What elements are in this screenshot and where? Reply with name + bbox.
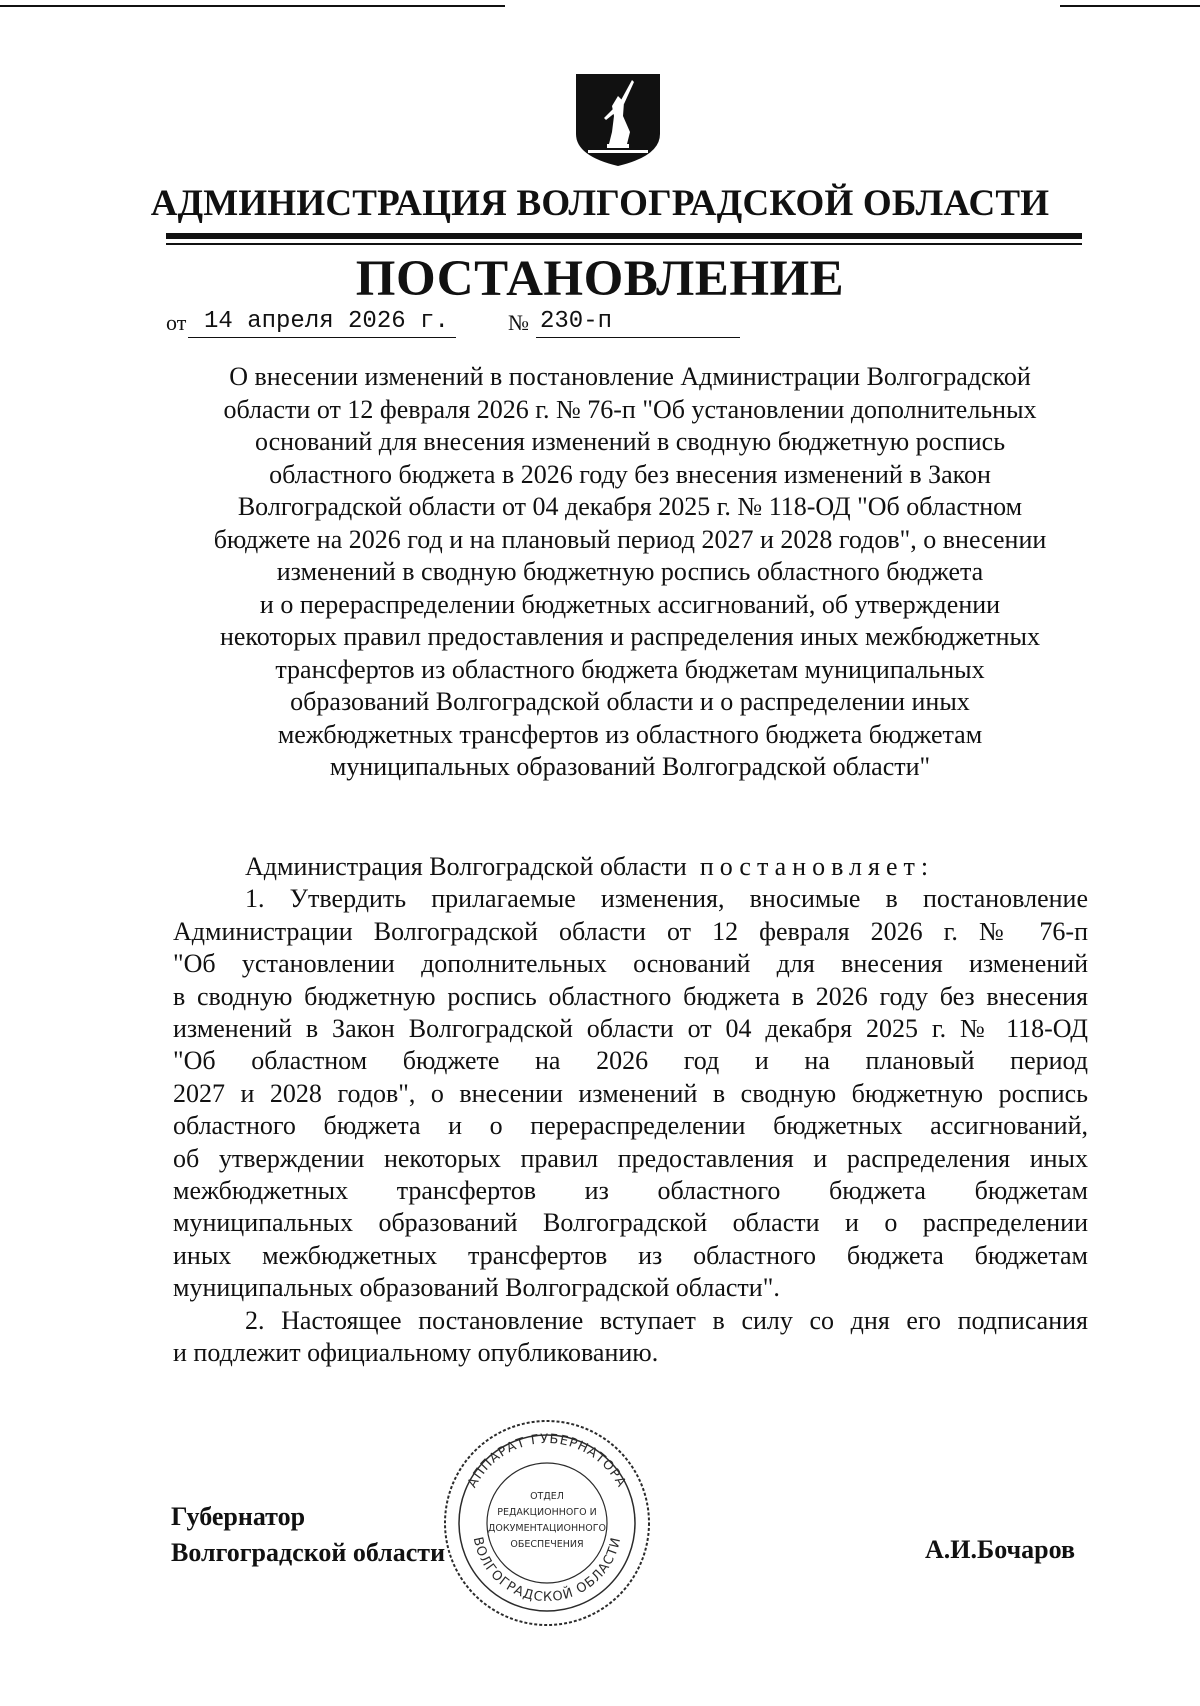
subject-line: образований Волгоградской области и о распределении иных	[290, 687, 970, 716]
volgograd-region-coat-of-arms-icon	[574, 72, 662, 168]
subject-line: областного бюджета в 2026 году без внесения изменений в Закон	[269, 459, 991, 489]
document-type-title: ПОСТАНОВЛЕНИЕ	[355, 251, 845, 307]
item1-line: иных межбюджетных трансфертов из областного бюджета бюджетам	[173, 1240, 1088, 1270]
svg-text:АППАРАТ ГУБЕРНАТОРА: АППАРАТ ГУБЕРНАТОРА	[465, 1431, 629, 1491]
preamble-org: Администрация Волгоградской области	[245, 852, 687, 881]
header-rule-thick	[166, 233, 1082, 239]
document-date: 14 апреля 2026 г.	[204, 308, 449, 335]
svg-text:ВОЛГОГРАДСКОЙ ОБЛАСТИ: ВОЛГОГРАДСКОЙ ОБЛАСТИ	[469, 1535, 625, 1606]
top-scan-edge	[0, 0, 1200, 8]
subject-line: области от 12 февраля 2026 г. № 76-п "Об установлении дополнительных	[223, 394, 1037, 424]
item1-line: 1. Утвердить прилагаемые изменения, вносимые в постановление	[245, 884, 1088, 914]
document-subject	[170, 361, 1090, 784]
item1-line: изменений в Закон Волгоградской области от 04 декабря 2025 г. № 118-ОД	[173, 1014, 1088, 1044]
item1-line: межбюджетных трансфертов из областного бюджета бюджетам	[173, 1176, 1088, 1206]
item1-line: Администрации Волгоградской области от 12 февраля 2026 г. № 76-п	[173, 916, 1088, 946]
item1-line: "Об установлении дополнительных оснований для внесения изменений	[173, 949, 1088, 979]
signatory-title	[171, 1499, 445, 1571]
item1-line: областного бюджета и о перераспределении бюджетных ассигнований,	[173, 1111, 1088, 1141]
item1-line: 2027 и 2028 годов", о внесении изменений в сводную бюджетную роспись	[173, 1078, 1088, 1108]
document-number: 230-п	[540, 308, 613, 335]
preamble-verb: постановляет:	[699, 852, 935, 881]
organization-name: АДМИНИСТРАЦИЯ ВОЛГОГРАДСКОЙ ОБЛАСТИ	[150, 183, 1050, 224]
subject-line: Волгоградской области от 04 декабря 2025 г. № 118-ОД "Об областном	[237, 492, 1023, 521]
header-rule-thin	[166, 243, 1082, 245]
subject-line: трансфертов из областного бюджета бюджетам муниципальных	[275, 654, 985, 684]
svg-text:РЕДАКЦИОННОГО И: РЕДАКЦИОННОГО И	[497, 1507, 597, 1518]
signatory-name: А.И.Бочаров	[925, 1535, 1076, 1564]
subject-line: бюджете на 2026 год и на плановый период 2027 и 2028 годов", о внесении	[213, 524, 1047, 554]
official-seal-stamp	[437, 1415, 657, 1630]
item1-line: в сводную бюджетную роспись областного бюджета в 2026 году без внесения	[173, 981, 1088, 1011]
date-prefix: от	[166, 310, 187, 335]
subject-line: некоторых правил предоставления и распределения иных межбюджетных	[219, 622, 1041, 651]
item1-line: муниципальных образований Волгоградской области и о распределении	[173, 1208, 1088, 1238]
signatory-title-line1: Губернатор	[171, 1502, 306, 1531]
item1-line: об утверждении некоторых правил предоставления и распределения иных	[173, 1143, 1088, 1173]
svg-text:ОБЕСПЕЧЕНИЯ: ОБЕСПЕЧЕНИЯ	[510, 1539, 584, 1550]
svg-text:ОТДЕЛ: ОТДЕЛ	[530, 1491, 564, 1502]
subject-line: и о перераспределении бюджетных ассигнований, об утверждении	[259, 589, 1001, 619]
number-prefix: №	[508, 310, 529, 335]
subject-line: изменений в сводную бюджетную роспись областного бюджета	[276, 557, 984, 586]
item1-line: "Об областном бюджете на 2026 год и на плановый период	[173, 1046, 1088, 1076]
svg-text:ДОКУМЕНТАЦИОННОГО: ДОКУМЕНТАЦИОННОГО	[487, 1523, 607, 1534]
number-underline	[536, 337, 740, 338]
subject-line: межбюджетных трансфертов из областного бюджета бюджетам	[277, 719, 983, 749]
item2-line: 2. Настоящее постановление вступает в силу со дня его подписания	[245, 1305, 1088, 1335]
item2-line: и подлежит официальному опубликованию.	[173, 1338, 659, 1368]
date-underline	[188, 337, 456, 338]
date-number-line	[166, 304, 746, 340]
preamble	[173, 851, 1088, 883]
subject-line: О внесении изменений в постановление Администрации Волгоградской	[229, 362, 1031, 391]
subject-line: муниципальных образований Волгоградской области"	[329, 752, 931, 781]
document-body	[173, 851, 1088, 1370]
item1-line: муниципальных образований Волгоградской области".	[173, 1273, 780, 1303]
signatory-title-line2: Волгоградской области	[171, 1538, 446, 1567]
subject-line: оснований для внесения изменений в сводную бюджетную роспись	[254, 427, 1006, 456]
